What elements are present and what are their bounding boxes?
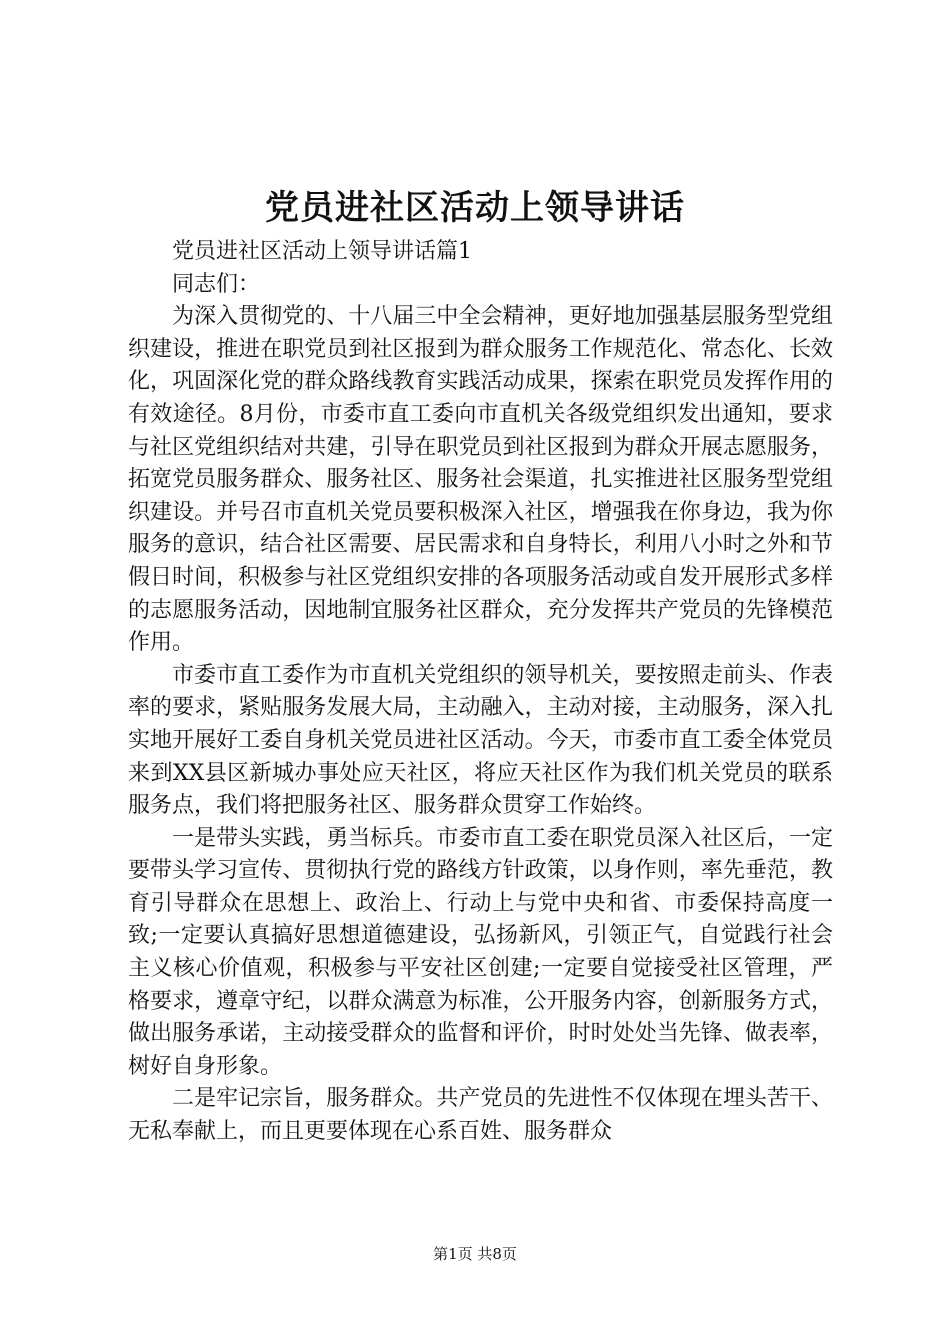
document-body (128, 236, 833, 1149)
body-paragraph: 一是带头实践，勇当标兵。市委市直工委在职党员深入社区后，一定要带头学习宣传、贯彻执行党的路线方针政策，以身作则，率先垂范，教育引导群众在思想上、政治上、行动上与党中央和省、市委保持高度一致;一定要认真搞好思想道德建设，弘扬新风，引领正气，自觉践行社会主义核心价值观，积极参与平安社区创建;一定要自觉接受社区管理，严格要求，遵章守纪，以群众满意为标准，公开服务内容，创新服务方式，做出服务承诺，主动接受群众的监督和评价，时时处处当先锋、做表率，树好自身形象。 (128, 825, 833, 1079)
body-paragraph: 为深入贯彻党的、十八届三中全会精神，更好地加强基层服务型党组织建设，推进在职党员到社区报到为群众服务工作规范化、常态化、长效化，巩固深化党的群众路线教育实践活动成果，探索在职党员发挥作用的有效途径。8月份，市委市直工委向市直机关各级党组织发出通知，要求与社区党组织结对共建，引导在职党员到社区报到为群众开展志愿服务，拓宽党员服务群众、服务社区、服务社会渠道，扎实推进社区服务型党组织建设。并号召市直机关党员要积极深入社区，增强我在你身边，我为你服务的意识，结合社区需要、居民需求和自身特长，利用八小时之外和节假日时间，积极参与社区党组织安排的各项服务活动或自发开展形式多样的志愿服务活动，因地制宜服务社区群众，充分发挥共产党员的先锋模范作用。 (128, 304, 833, 656)
page-number-footer: 第1页 共8页 (433, 1245, 517, 1263)
subtitle-paragraph: 党员进社区活动上领导讲话篇1 (172, 239, 472, 264)
body-paragraph: 市委市直工委作为市直机关党组织的领导机关，要按照走前头、作表率的要求，紧贴服务发展大局，主动融入，主动对接，主动服务，深入扎实地开展好工委自身机关党员进社区活动。今天，市委市直工委全体党员来到XX县区新城办事处应天社区，将应天社区作为我们机关党员的联系服务点，我们将把服务社区、服务群众贯穿工作始终。 (128, 662, 833, 819)
document-title: 党员进社区活动上领导讲话 (265, 188, 685, 228)
salutation-paragraph: 同志们： (172, 271, 261, 297)
body-paragraph: 二是牢记宗旨，服务群众。共产党员的先进性不仅体现在埋头苦干、无私奉献上，而且更要体现在心系百姓、服务群众 (128, 1086, 833, 1145)
